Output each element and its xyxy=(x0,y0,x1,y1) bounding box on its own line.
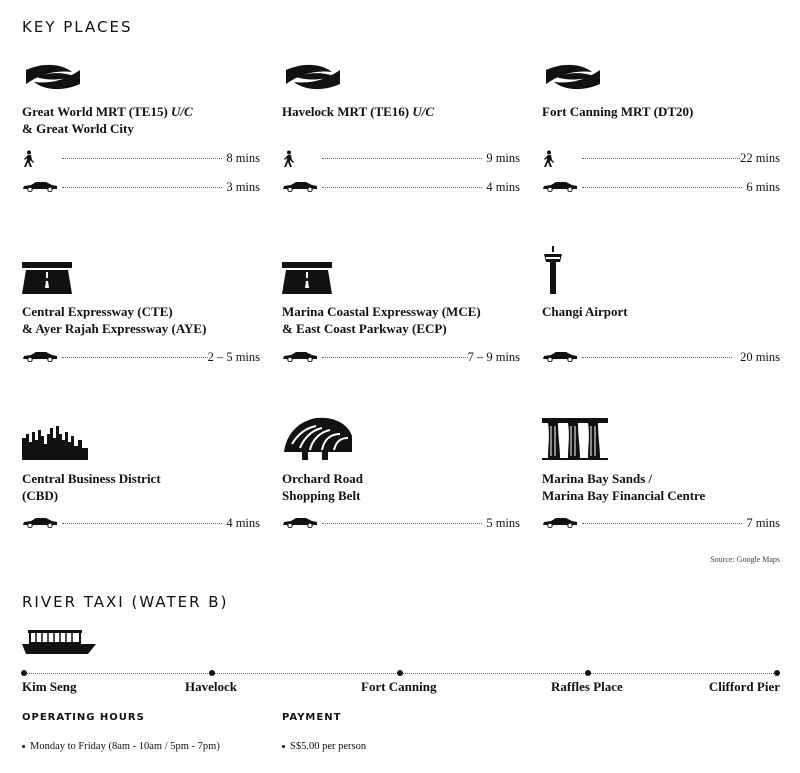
walk-time-row xyxy=(542,150,780,166)
expressway-icon xyxy=(22,256,72,299)
walk-time-row xyxy=(22,150,260,166)
drive-time-row xyxy=(22,515,260,531)
car-icon xyxy=(282,349,318,367)
stop-label-kim-seng: Kim Seng xyxy=(22,679,77,694)
travel-time: 22 mins xyxy=(740,151,780,165)
place-name: Orchard Road Shopping Belt xyxy=(282,471,364,503)
expressway-icon xyxy=(282,256,332,299)
travel-time: 7 mins xyxy=(746,516,780,530)
walk-icon xyxy=(282,150,296,173)
travel-time: 8 mins xyxy=(226,151,260,165)
stop-dot xyxy=(585,670,591,676)
travel-time: 3 mins xyxy=(226,180,260,194)
stop-label-clifford-pier: Clifford Pier xyxy=(708,679,780,694)
car-icon xyxy=(22,179,58,197)
car-icon xyxy=(282,179,318,197)
drive-time-row xyxy=(282,349,520,365)
source-note: Source: Google Maps xyxy=(710,555,780,564)
stop-label-fort-canning: Fort Canning xyxy=(361,679,437,694)
car-icon xyxy=(22,515,58,533)
travel-time: 20 mins xyxy=(740,350,780,364)
drive-time-row xyxy=(22,179,260,195)
car-icon xyxy=(542,179,578,197)
place-name: Marina Coastal Expressway (MCE) & East Coast Parkway (ECP) xyxy=(282,304,481,336)
car-icon xyxy=(542,515,578,533)
place-name: Central Expressway (CTE) & Ayer Rajah Expressway (AYE) xyxy=(22,304,207,336)
car-icon xyxy=(542,349,578,367)
payment-title: PAYMENT xyxy=(282,712,342,723)
travel-time: 4 mins xyxy=(226,516,260,530)
stop-dot xyxy=(774,670,780,676)
mrt-logo-icon xyxy=(282,60,344,99)
car-icon xyxy=(282,515,318,533)
place-name: Marina Bay Sands / Marina Bay Financial Centre xyxy=(542,471,706,503)
drive-time-row xyxy=(22,349,260,365)
place-name: Changi Airport xyxy=(542,304,628,319)
drive-time-row xyxy=(282,515,520,531)
river-taxi-title: RIVER TAXI (WATER B) xyxy=(22,593,229,611)
walk-icon xyxy=(22,150,36,173)
stop-dot xyxy=(397,670,403,676)
place-name: Central Business District (CBD) xyxy=(22,471,161,503)
operating-hours-title: OPERATING HOURS xyxy=(22,712,145,723)
travel-time: 6 mins xyxy=(746,180,780,194)
travel-time: 9 mins xyxy=(486,151,520,165)
stop-dot xyxy=(209,670,215,676)
boat-icon xyxy=(22,628,96,661)
walk-time-row xyxy=(282,150,520,166)
orchard-building-icon xyxy=(282,414,354,465)
walk-icon xyxy=(542,150,556,173)
place-name: Fort Canning MRT (DT20) xyxy=(542,104,694,119)
car-icon xyxy=(22,349,58,367)
drive-time-row xyxy=(542,515,780,531)
drive-time-row xyxy=(282,179,520,195)
place-name: Great World MRT (TE15) U/C & Great World City xyxy=(22,104,193,136)
travel-time: 5 mins xyxy=(486,516,520,530)
travel-time: 4 mins xyxy=(486,180,520,194)
stop-label-raffles-place: Raffles Place xyxy=(551,679,623,694)
key-places-title: KEY PLACES xyxy=(22,18,133,36)
stop-label-havelock: Havelock xyxy=(185,679,237,694)
airport-tower-icon xyxy=(542,246,564,299)
city-skyline-icon xyxy=(22,424,88,465)
marina-bay-sands-icon xyxy=(542,416,608,465)
travel-time: 2 – 5 mins xyxy=(207,350,260,364)
payment-item: S$5.00 per person xyxy=(282,741,366,752)
drive-time-row xyxy=(542,179,780,195)
place-name: Havelock MRT (TE16) U/C xyxy=(282,104,435,119)
travel-time: 7 – 9 mins xyxy=(467,350,520,364)
stop-dot xyxy=(21,670,27,676)
mrt-logo-icon xyxy=(542,60,604,99)
mrt-logo-icon xyxy=(22,60,84,99)
operating-hours-item: Monday to Friday (8am - 10am / 5pm - 7pm) xyxy=(22,741,220,752)
drive-time-row xyxy=(542,349,780,365)
